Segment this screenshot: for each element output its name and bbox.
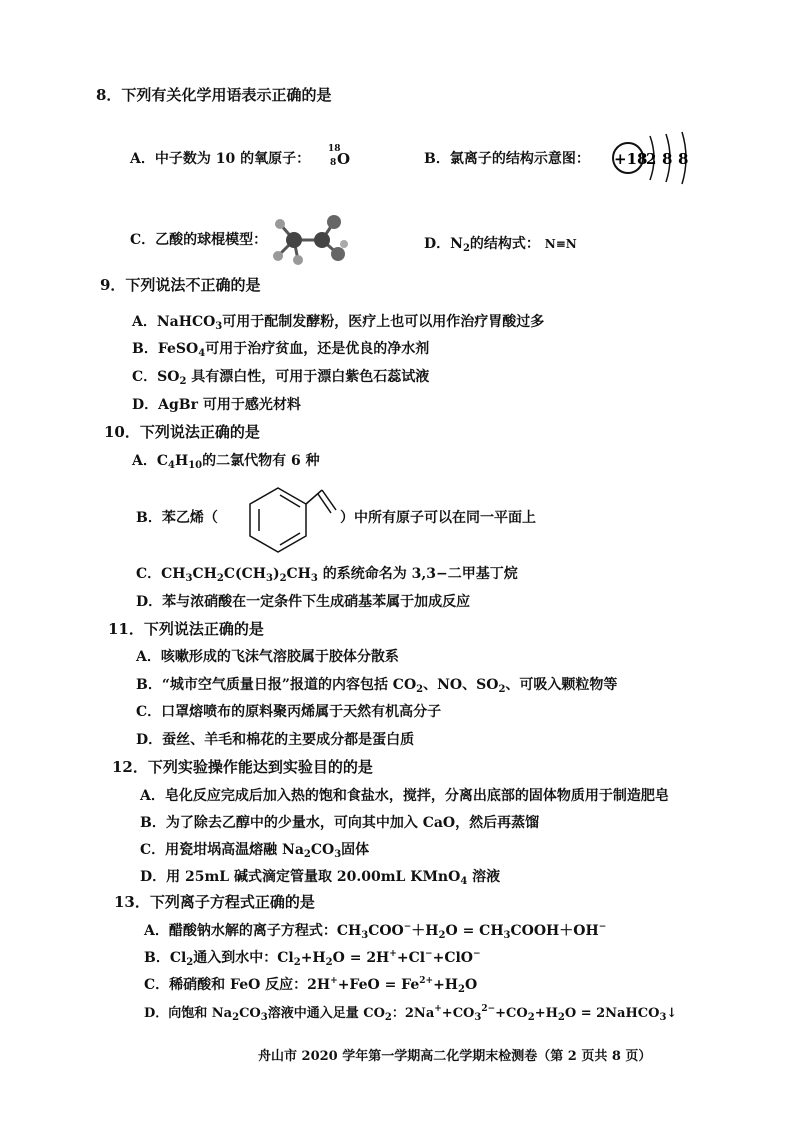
q9-option-c: C．$SO_2$ 具有漂白性，可用于漂白紫色石蕊试液 — [132, 369, 430, 387]
q8-option-a: A．中子数为 10 的氧原子： — [130, 151, 311, 167]
vinyl-double-bond-a — [322, 490, 336, 510]
q9-option-a: A．NaHCO$_3$可用于配制发酵粉，医疗上也可以用作治疗胃酸过多 — [132, 314, 545, 332]
ring-double-bond-2 — [280, 495, 300, 507]
q10-option-b-suffix: ）中所有原子可以在同一平面上 — [340, 510, 536, 526]
question-9-stem: 9．下列说法不正确的是 — [100, 276, 261, 294]
q12-option-b: B．为了除去乙醇中的少量水，可向其中加入 CaO，然后再蒸馏 — [140, 815, 540, 831]
q13-option-b: B．$Cl_2$通入到水中：$Cl_2+H_2O = 2H^++Cl^-+ClO^-$ — [144, 949, 481, 968]
q8-option-b: B．氯离子的结构示意图： — [424, 151, 590, 167]
ring-double-bond-3 — [280, 533, 300, 545]
oxygen-isotope-notation — [328, 144, 354, 176]
shell-electrons-3: 8 — [678, 150, 689, 168]
q10-option-a: A．$C_4H_{10}$的二氯代物有 6 种 — [132, 453, 320, 471]
q9-option-b: B．FeSO$_4$可用于治疗贫血，还是优良的净水剂 — [132, 341, 430, 359]
q12-option-c: C．用瓷坩埚高温熔融 $Na_2CO_3$固体 — [140, 842, 370, 860]
nitrogen-structural-formula: N≡N — [544, 237, 577, 251]
q12-option-d: D．用 25mL 碱式滴定管量取 20.00mL KMnO$_4$ 溶液 — [140, 869, 501, 887]
styrene-structure-diagram — [232, 480, 342, 558]
isotope-atomic-number: 8 — [330, 158, 337, 168]
isotope-symbol: O — [337, 150, 351, 168]
question-8-stem: 8．下列有关化学用语表示正确的是 — [96, 86, 332, 104]
q8-option-c: C．乙酸的球棍模型： — [130, 232, 268, 248]
q13-option-c: C．稀硝酸和 FeO 反应：$2H^++FeO = Fe^{2+}+H_2O$ — [144, 976, 478, 995]
shell-electrons-2: 8 — [662, 150, 673, 168]
q13-option-d: D．向饱和 $Na_2CO_3$溶液中通入足量 $CO_2$：$2Na^++CO_3^{2-}+CO_2+H_2O$ = 2NaHCO$_3$↓ — [144, 1004, 678, 1023]
isotope-mass-number: 18 — [328, 144, 341, 154]
q13-option-a: A．醋酸钠水解的离子方程式：$CH_3COO^-+H_2O$ = $CH_3COOH+OH^-$ — [144, 922, 607, 941]
q11-option-c: C．口罩熔喷布的原料聚丙烯属于天然有机高分子 — [136, 704, 442, 720]
question-12-stem: 12．下列实验操作能达到实验目的的是 — [112, 758, 373, 776]
q10-option-b-prefix: B．苯乙烯（ — [136, 510, 218, 526]
question-11-stem: 11．下列说法正确的是 — [108, 620, 264, 638]
q11-option-a: A．咳嗽形成的飞沫气溶胶属于胶体分散系 — [136, 649, 399, 665]
question-10-stem: 10．下列说法正确的是 — [104, 423, 260, 441]
q8-option-d: D．$N_2$的结构式： N≡N — [424, 236, 577, 254]
page-footer: 舟山市 2020 学年第一学期高二化学期末检测卷（第 2 页共 8 页） — [258, 1049, 652, 1064]
chloride-ion-structure-diagram — [604, 128, 700, 188]
shell-electrons-1: 2 — [646, 150, 657, 168]
q11-option-b: B．“城市空气质量日报”报道的内容包括 $CO_2$、NO、$SO_2$、可吸入颗粒物等 — [136, 677, 618, 695]
q10-option-d: D．苯与浓硝酸在一定条件下生成硝基苯属于加成反应 — [136, 594, 471, 610]
question-13-stem: 13．下列离子方程式正确的是 — [114, 893, 315, 911]
q12-option-a: A．皂化反应完成后加入热的饱和食盐水，搅拌，分离出底部的固体物质用于制造肥皂 — [140, 788, 669, 804]
vinyl-double-bond-b — [318, 494, 331, 513]
acetic-acid-ball-stick-model-icon — [272, 214, 348, 266]
q11-option-d: D．蚕丝、羊毛和棉花的主要成分都是蛋白质 — [136, 732, 415, 748]
nucleus-charge-label: +18 — [614, 150, 648, 168]
q10-option-c: C．$CH_3CH_2C(CH_3)_2CH_3$ 的系统命名为 3,3−二甲基丁烷 — [136, 566, 518, 584]
q9-option-d: D．AgBr 可用于感光材料 — [132, 397, 301, 413]
